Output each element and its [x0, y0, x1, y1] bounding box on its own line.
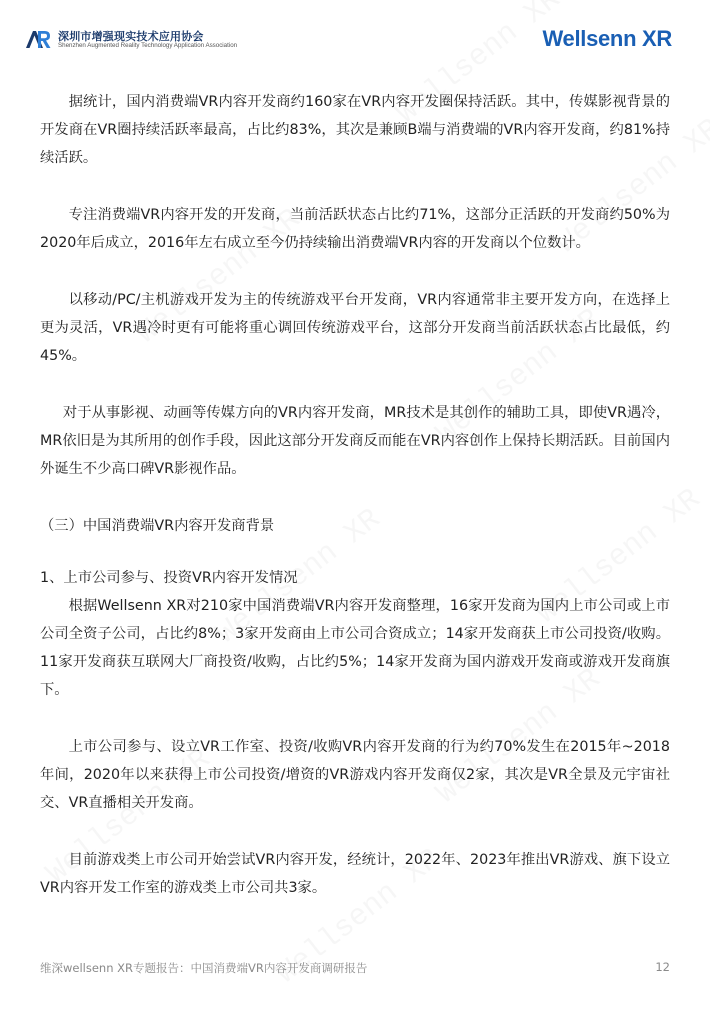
- wellsenn-xr-logo: Wellsenn XR: [542, 26, 672, 51]
- body-paragraph: 上市公司参与、设立VR工作室、投资/收购VR内容开发商的行为约70%发生在2015年~2018年间，2020年以来获得上市公司投资/增资的VR游戏内容开发商仅2家，其次是VR全景及元宇宙社交、VR直播相关开发商。: [40, 739, 670, 811]
- body-paragraph: 以移动/PC/主机游戏开发为主的传统游戏平台开发商，VR内容通常非主要开发方向，在选择上更为灵活，VR遇冷时更有可能将重心调回传统游戏平台，这部分开发商当前活跃状态占比最低，约45%。: [40, 292, 670, 364]
- body-paragraph: 据统计，国内消费端VR内容开发商约160家在VR内容开发圈保持活跃。其中，传媒影视背景的开发商在VR圈持续活跃率最高，占比约83%，其次是兼顾B端与消费端的VR内容开发商，约81%持续活跃。: [40, 94, 670, 166]
- association-name-en: Shenzhen Augmented Reality Technology Application Association: [58, 42, 238, 49]
- association-name-cn: 深圳市增强现实技术应用协会: [58, 31, 204, 43]
- section-heading: （三）中国消费端VR内容开发商背景: [40, 518, 275, 534]
- body-paragraph: 根据Wellsenn XR对210家中国消费端VR内容开发商整理，16家开发商为国内上市公司或上市公司全资子公司，占比约8%；3家开发商由上市公司合资成立；14家开发商获上市公司投资/收购。11家开发商获互联网大厂商投资/收购，占比约5%；14家开发商为国内游戏开发商或游戏开发商旗下。: [40, 598, 670, 698]
- body-paragraph: 对于从事影视、动画等传媒方向的VR内容开发商，MR技术是其创作的辅助工具，即使VR遇冷，MR依旧是为其所用的创作手段，因此这部分开发商反而能在VR内容创作上保持长期活跃。目前国内外诞生不少高口碑VR影视作品。: [40, 405, 670, 477]
- footer-report-title: 维深wellsenn XR专题报告：中国消费端VR内容开发商调研报告: [40, 961, 368, 975]
- page-number: 12: [655, 960, 670, 974]
- sub-heading: 1、上市公司参与、投资VR内容开发情况: [40, 570, 298, 586]
- page-header: [0, 0, 710, 60]
- report-body: [40, 88, 670, 931]
- body-paragraph: 目前游戏类上市公司开始尝试VR内容开发，经统计，2022年、2023年推出VR游戏、旗下设立VR内容开发工作室的游戏类上市公司共3家。: [40, 852, 670, 896]
- ar-association-logo-icon: [24, 28, 52, 50]
- body-paragraph: 专注消费端VR内容开发的开发商，当前活跃状态占比约71%，这部分正活跃的开发商约50%为2020年后成立，2016年左右成立至今仍持续输出消费端VR内容的开发商以个位数计。: [40, 207, 670, 251]
